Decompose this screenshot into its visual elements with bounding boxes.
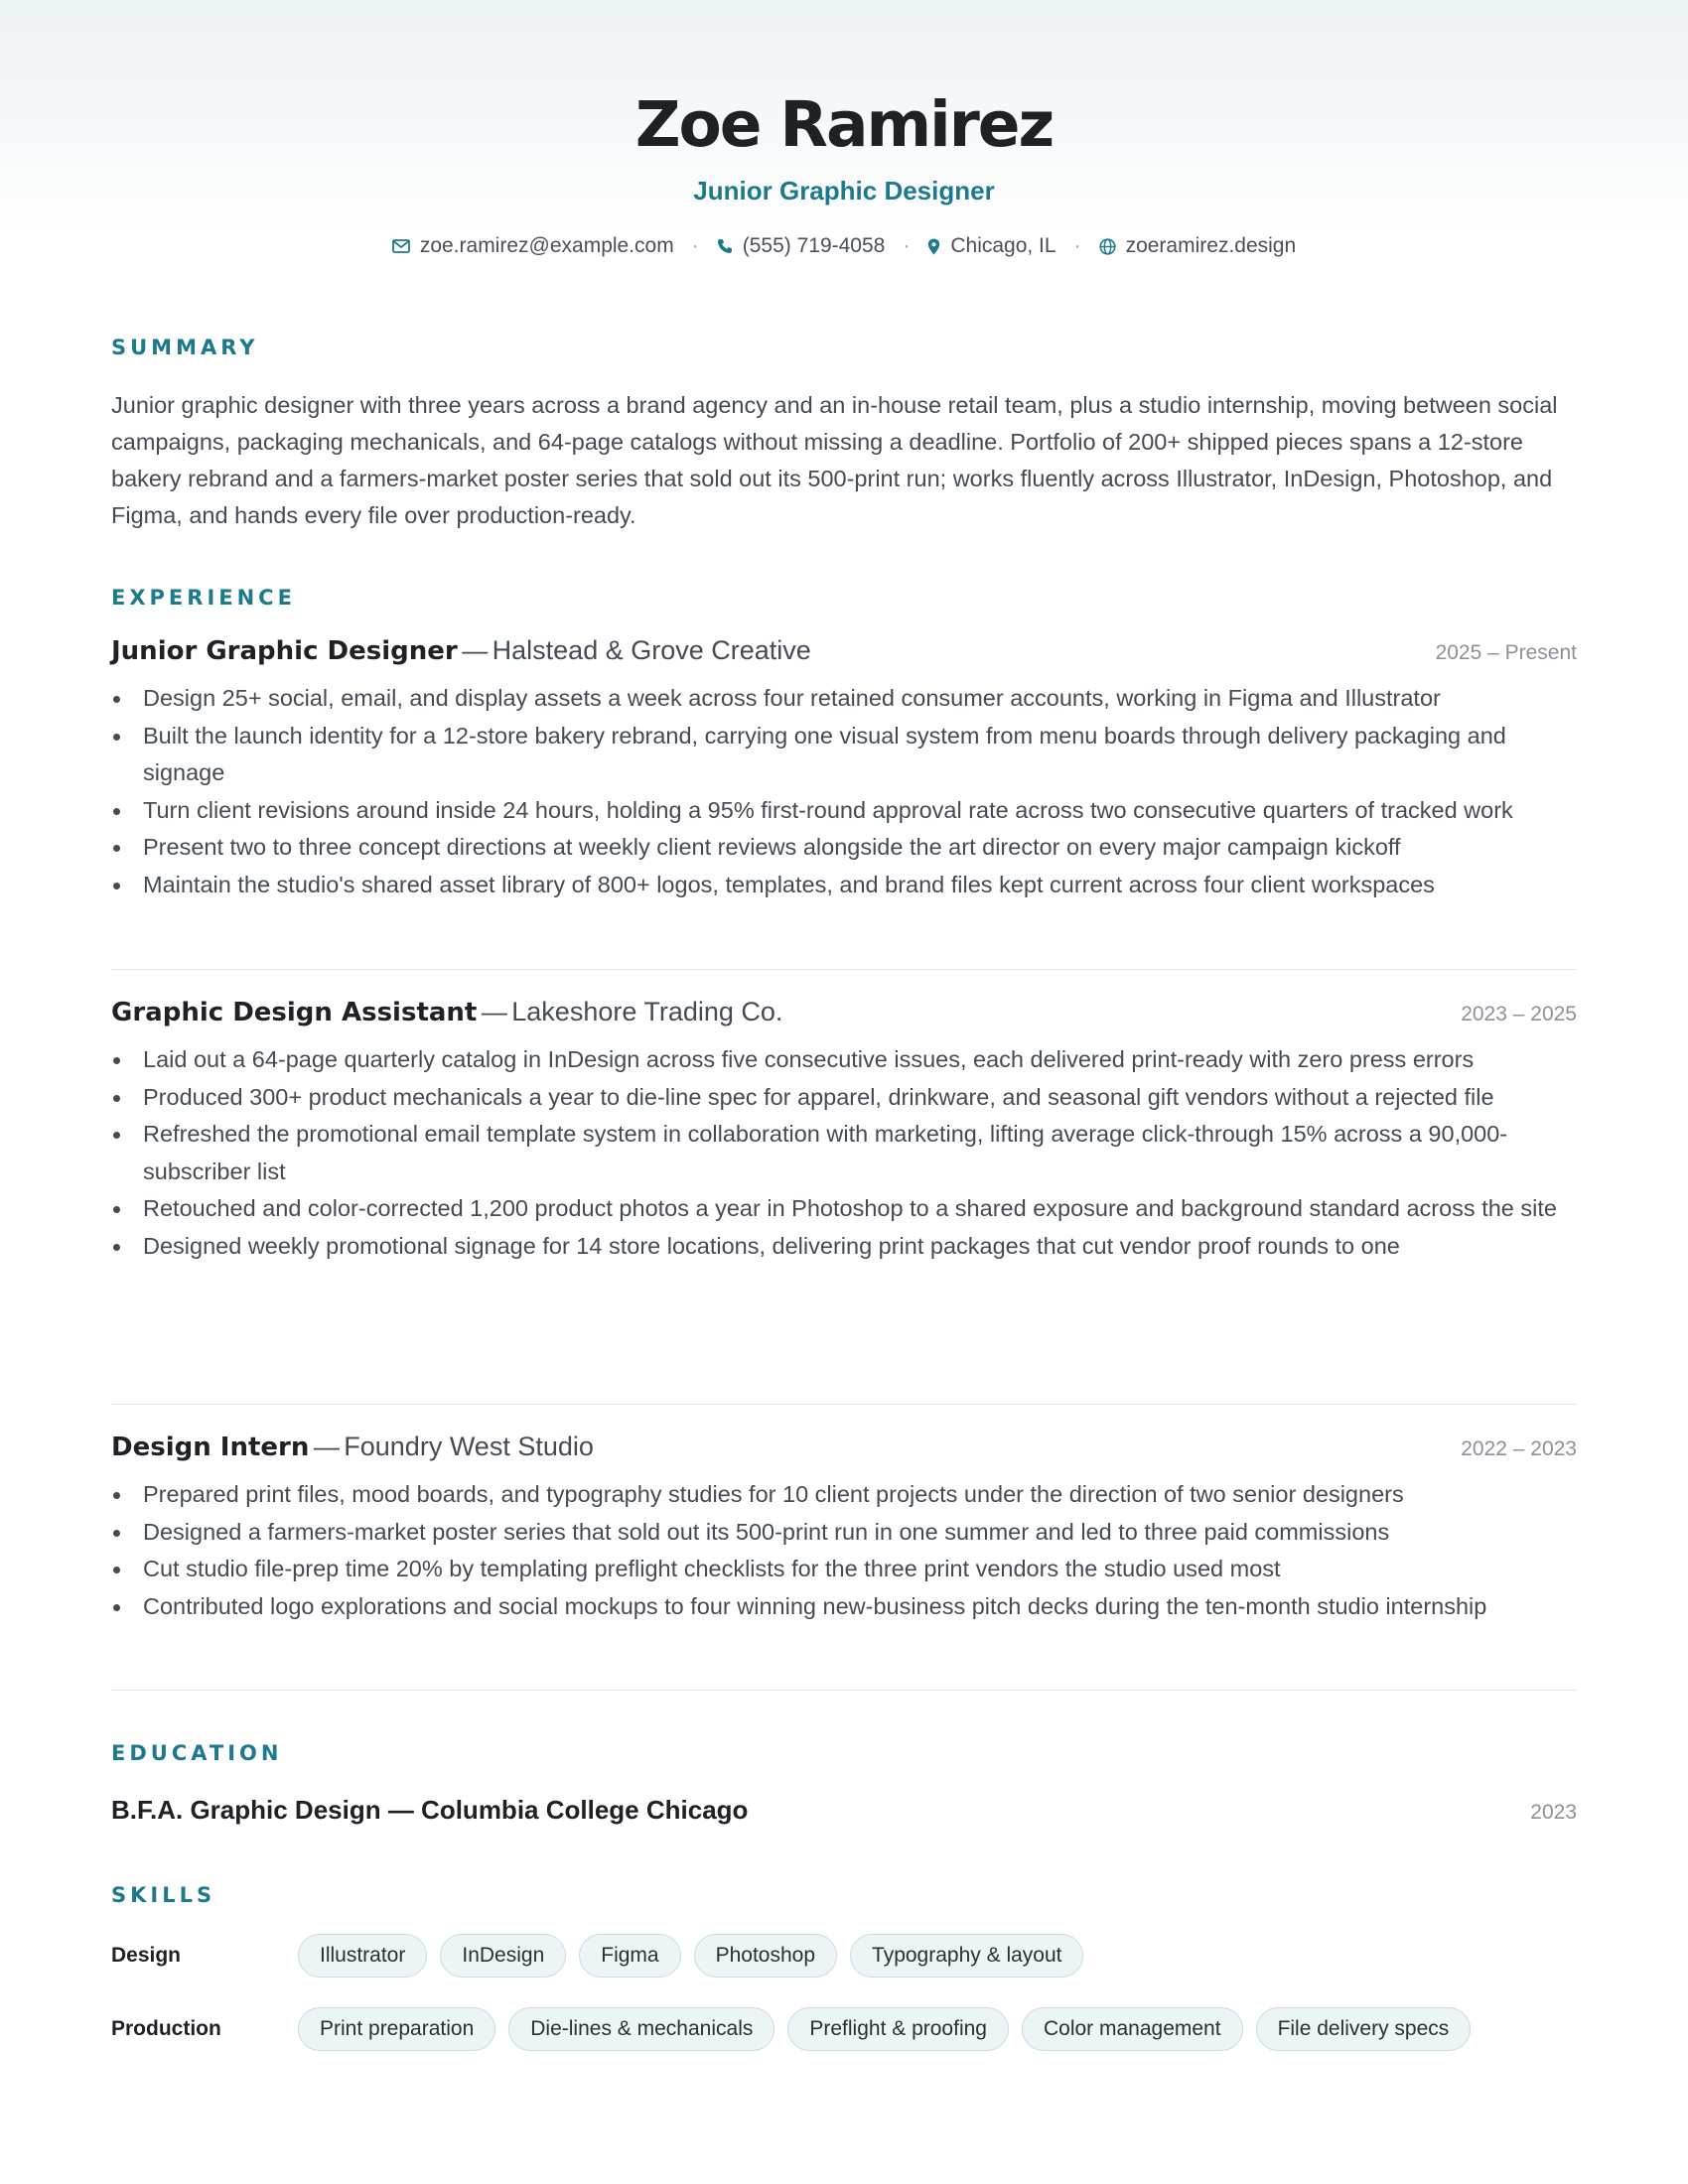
job-bullets: [111, 1476, 1577, 1625]
skill-chip: Die-lines & mechanicals: [508, 2007, 774, 2051]
section-divider: [111, 969, 1577, 970]
job-bullet: Retouched and color-corrected 1,200 product photos a year in Photoshop to a shared exposure and background standard across the site: [111, 1190, 1577, 1228]
location-pin-icon: [927, 238, 940, 255]
contact-separator: ·: [1073, 234, 1081, 257]
job-bullet: Produced 300+ product mechanicals a year to die-line spec for apparel, drinkware, and seasonal gift vendors without a rejected file: [111, 1079, 1577, 1117]
job-bullet: Contributed logo explorations and social mockups to four winning new-business pitch decks during the ten-month studio internship: [111, 1588, 1577, 1626]
education-degree: B.F.A. Graphic Design — Columbia College Chicago: [111, 1795, 749, 1825]
skill-chip: File delivery specs: [1256, 2007, 1472, 2051]
job-bullet: Laid out a 64-page quarterly catalog in InDesign across five consecutive issues, each delivered print-ready with zero press errors: [111, 1041, 1577, 1079]
job-header: [111, 997, 1577, 1027]
job-company: Foundry West Studio: [344, 1432, 594, 1461]
contact-phone[interactable]: [717, 232, 886, 260]
job-dash: —: [481, 997, 507, 1026]
job-title: Design Intern: [111, 1433, 310, 1462]
job-company: Halstead & Grove Creative: [492, 635, 811, 665]
skill-chip: InDesign: [440, 1934, 566, 1978]
email-text: zoe.ramirez@example.com: [419, 234, 674, 257]
job-bullets: [111, 1041, 1577, 1265]
education-heading: EDUCATION: [111, 1741, 283, 1765]
skill-chip: Illustrator: [298, 1934, 427, 1978]
candidate-role: Junior Graphic Designer: [693, 176, 995, 205]
mail-icon: [392, 239, 410, 253]
job-dates: 2022 – 2023: [1461, 1437, 1577, 1460]
skill-row-production: [111, 2007, 1577, 2051]
job-bullet: Designed weekly promotional signage for 14 store locations, delivering print packages that cut vendor proof rounds to one: [111, 1228, 1577, 1266]
job-dates: 2025 – Present: [1435, 641, 1577, 664]
job-header: [111, 635, 1577, 666]
job-bullet: Cut studio file-prep time 20% by templating preflight checklists for the three print vendors the studio used most: [111, 1551, 1577, 1588]
contact-bar: [111, 232, 1577, 260]
job-bullet: Present two to three concept directions at weekly client reviews alongside the art director on every major campaign kickoff: [111, 829, 1577, 867]
job-bullet: Refreshed the promotional email template system in collaboration with marketing, lifting average click-through 15% across a 90,000-subscriber list: [111, 1116, 1577, 1190]
skill-chip: Photoshop: [694, 1934, 837, 1978]
skill-chips: [298, 1934, 1083, 1978]
skill-chip: Print preparation: [298, 2007, 495, 2051]
skill-chip: Preflight & proofing: [787, 2007, 1009, 2051]
candidate-name: Zoe Ramirez: [634, 88, 1054, 161]
website-text: zoeramirez.design: [1125, 234, 1297, 257]
summary-text: Junior graphic designer with three years across a brand agency and an in-house retail team, plus a studio internship, moving between social campaigns, packaging mechanicals, and 64-page catalogs without missing a deadline. Portfolio of 200+ shipped pieces spans a 12-store bakery rebrand and a farmers-market poster series that sold out its 500-print run; works fluently across Illustrator, InDesign, Photoshop, and Figma, and hands every file over production-ready.: [111, 392, 1558, 528]
job-bullet: Turn client revisions around inside 24 hours, holding a 95% first-round approval rate across two consecutive quarters of tracked work: [111, 792, 1577, 830]
contact-location: [927, 232, 1055, 260]
job-dash: —: [462, 635, 489, 665]
globe-icon: [1099, 238, 1116, 255]
contact-separator: ·: [903, 234, 911, 257]
job-bullet: Designed a farmers-market poster series that sold out its 500-print run in one summer and led to three paid commissions: [111, 1514, 1577, 1552]
phone-text: (555) 719-4058: [742, 234, 886, 257]
job-entry: [111, 635, 1577, 903]
education-year: 2023: [1530, 1801, 1577, 1824]
contact-website[interactable]: [1099, 232, 1297, 260]
skills-heading: SKILLS: [111, 1883, 216, 1907]
job-title: Graphic Design Assistant: [111, 998, 478, 1027]
job-heading: [111, 635, 811, 666]
skill-chips: [298, 2007, 1471, 2051]
education-entry: [111, 1795, 1577, 1826]
job-entry: [111, 997, 1577, 1265]
skill-row-design: [111, 1934, 1577, 1978]
experience-heading: EXPERIENCE: [111, 586, 296, 610]
skill-category-label: Production: [111, 2017, 221, 2040]
resume-page: [111, 0, 1577, 2040]
job-bullet: Built the launch identity for a 12-store bakery rebrand, carrying one visual system from menu boards through delivery packaging and signage: [111, 718, 1577, 792]
job-dash: —: [313, 1432, 340, 1461]
job-entry: [111, 1432, 1577, 1625]
section-divider: [111, 1404, 1577, 1405]
job-company: Lakeshore Trading Co.: [511, 997, 783, 1026]
job-bullets: [111, 680, 1577, 903]
summary-heading: SUMMARY: [111, 336, 259, 359]
job-bullet: Maintain the studio's shared asset library of 800+ logos, templates, and brand files kept current across four client workspaces: [111, 867, 1577, 904]
job-bullet: Design 25+ social, email, and display assets a week across four retained consumer accounts, working in Figma and Illustrator: [111, 680, 1577, 718]
phone-icon: [717, 238, 733, 254]
job-heading: [111, 1432, 594, 1462]
job-heading: [111, 997, 782, 1027]
job-dates: 2023 – 2025: [1461, 1003, 1577, 1025]
location-text: Chicago, IL: [950, 234, 1056, 257]
job-header: [111, 1432, 1577, 1462]
contact-email[interactable]: [392, 232, 674, 260]
skill-chip: Figma: [579, 1934, 680, 1978]
skill-chip: Typography & layout: [850, 1934, 1083, 1978]
resume-header: [111, 0, 1577, 260]
skill-category-label: Design: [111, 1944, 182, 1967]
skill-chip: Color management: [1022, 2007, 1243, 2051]
section-divider: [111, 1690, 1577, 1691]
job-title: Junior Graphic Designer: [111, 636, 458, 666]
contact-separator: ·: [691, 234, 699, 257]
job-bullet: Prepared print files, mood boards, and typography studies for 10 client projects under the direction of two senior designers: [111, 1476, 1577, 1514]
